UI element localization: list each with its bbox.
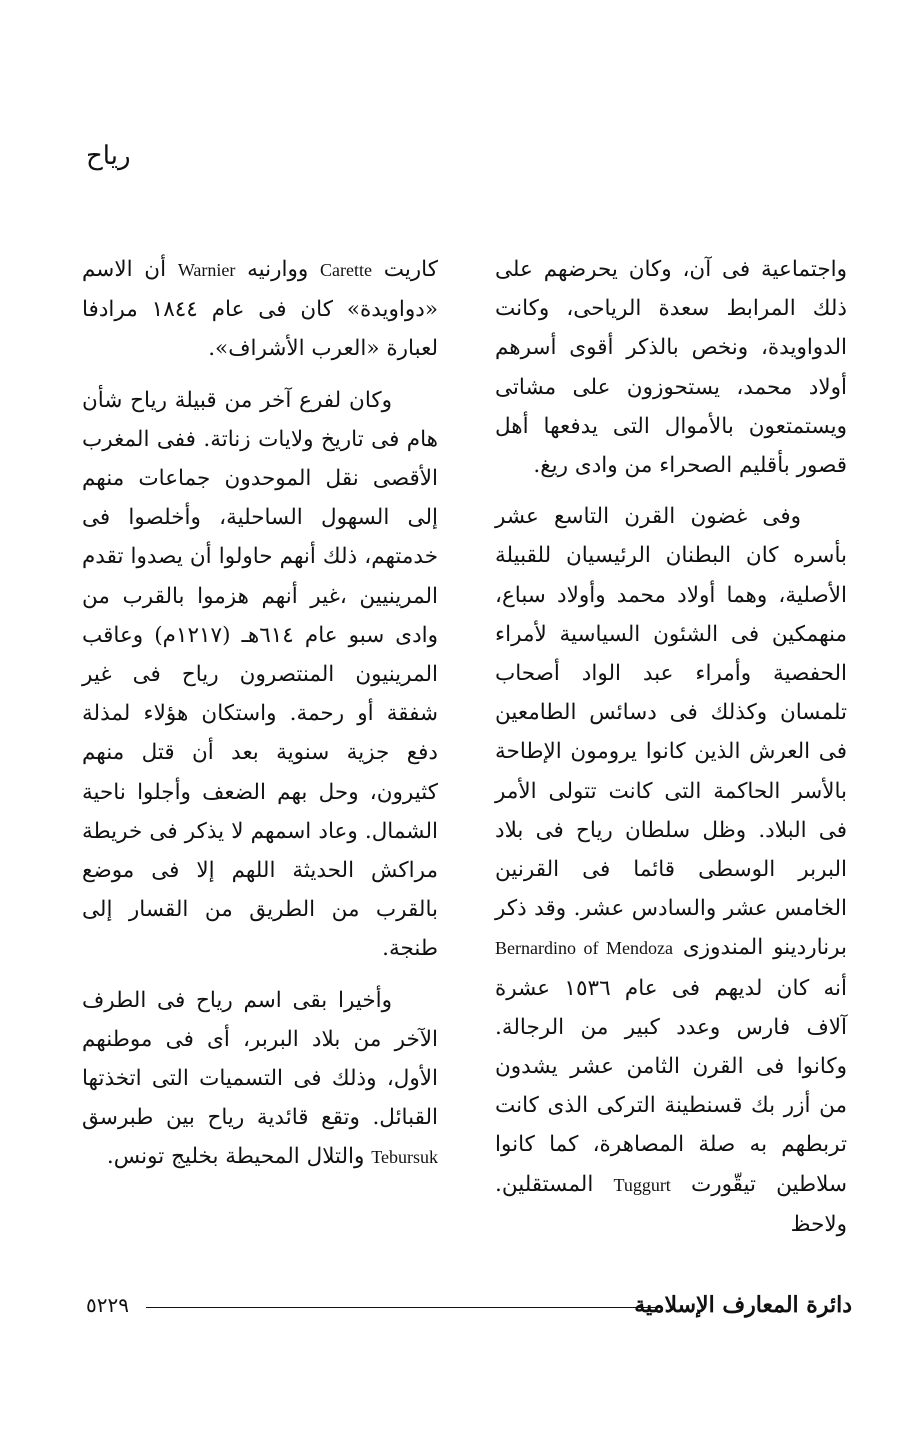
- footer-title: دائرة المعارف الإسلامية: [634, 1292, 852, 1318]
- latin-name: Tebursuk: [371, 1147, 438, 1168]
- latin-name: Bernardino of Mendoza: [495, 938, 674, 959]
- paragraph: [82, 381, 438, 969]
- paragraph: [495, 497, 847, 1244]
- latin-name: Tuggurt: [613, 1174, 671, 1195]
- footer-rule: [146, 1307, 656, 1308]
- running-header: [86, 138, 131, 174]
- page-number: ٥٢٢٩: [86, 1293, 129, 1317]
- paragraph-text: واجتماعية فى آن، وكان يحرضهم على ذلك المرابط سعدة الرياحى، وكانت الدواويدة، ونخص بالذكر أقوى أسرهم أولاد محمد، يستحوزون على مشاتى ويستمتعون بالأموال التى يدفعها أهل قصور بأقليم الصحراء من وادى ريغ.: [495, 257, 847, 479]
- paragraph: [82, 981, 438, 1178]
- paragraph-text: أن الاسم «دواويدة» كان فى عام ١٨٤٤ مرادفا لعبارة «العرب الأشراف».: [82, 257, 438, 362]
- paragraph-text: وكان لفرع آخر من قبيلة رياح شأن هام فى تاريخ ولايات زناتة. ففى المغرب الأقصى نقل الموحدون جماعات منهم إلى السهول الساحلية، وأخلصوا فى خدمتهم، ذلك أنهم حاولوا أن يصدوا تقدم المرينيين ،غير أنهم هزموا بالقرب من وادى سبو عام ٦١٤هـ (١٢١٧م) وعاقب المرينيون المنتصرون رياح فى غير شفقة أو رحمة. واستكان هؤلاء لمذلة دفع جزية سنوية بعد أن قتل منهم كثيرون، وحل بهم الضعف وأجلوا ناحية الشمال. وعاد اسمهم لا يذكر فى خريطة مراكش الحديثة اللهم إلا فى موضع بالقرب من الطريق من القسار إلى طنجة.: [82, 387, 439, 962]
- paragraph: [495, 250, 847, 485]
- paragraph-text: وأخيرا بقى اسم رياح فى الطرف الآخر من بلاد البربر، أى فى موطنهم الأول، وذلك فى التسميات التى اتخذتها القبائل. وتقع قائدية رياح بين طبرسق: [82, 987, 438, 1131]
- paragraph-text: كاريت: [383, 257, 438, 282]
- latin-name: Warnier: [177, 260, 236, 280]
- paragraph-text: وفى غضون القرن التاسع عشر بأسره كان البطنان الرئيسيان للقبيلة الأصلية، وهما أولاد محمد وأولاد سباع، منهمكين فى الشئون السياسية لأمراء الحفصية وأمراء عبد الواد أصحاب تلمسان وكذلك فى دسائس الطامعين فى العرش الذين كانوا يرومون الإطاحة بالأسر الحاكمة التى كانت تتولى الأمر فى البلاد. وظل سلطان رياح فى بلاد البربر الوسطى قائما فى القرنين الخامس عشر والسادس عشر. وقد ذكر برناردينو المندوزى: [495, 504, 847, 961]
- paragraph: [82, 250, 438, 369]
- paragraph-text: أنه كان لديهم فى عام ١٥٣٦ عشرة آلاف فارس وعدد كبير من الرجالة. وكانوا فى القرن الثامن عشر يشدون من أزر بك قسنطينة التركى الذى كانت تربطهم به صلة المصاهرة، كما كانوا سلاطين تيقّورت: [495, 975, 847, 1197]
- running-title: رياح: [86, 141, 131, 171]
- paragraph-text: المستقلين. ولاحظ: [495, 1171, 847, 1237]
- left-column: [82, 250, 438, 1190]
- right-column: [495, 250, 847, 1256]
- latin-name: Carette: [319, 260, 372, 280]
- paragraph-text: والتلال المحيطة بخليج تونس.: [106, 1144, 365, 1170]
- paragraph-text: ووارنيه: [247, 257, 309, 282]
- page-footer: [86, 1288, 852, 1322]
